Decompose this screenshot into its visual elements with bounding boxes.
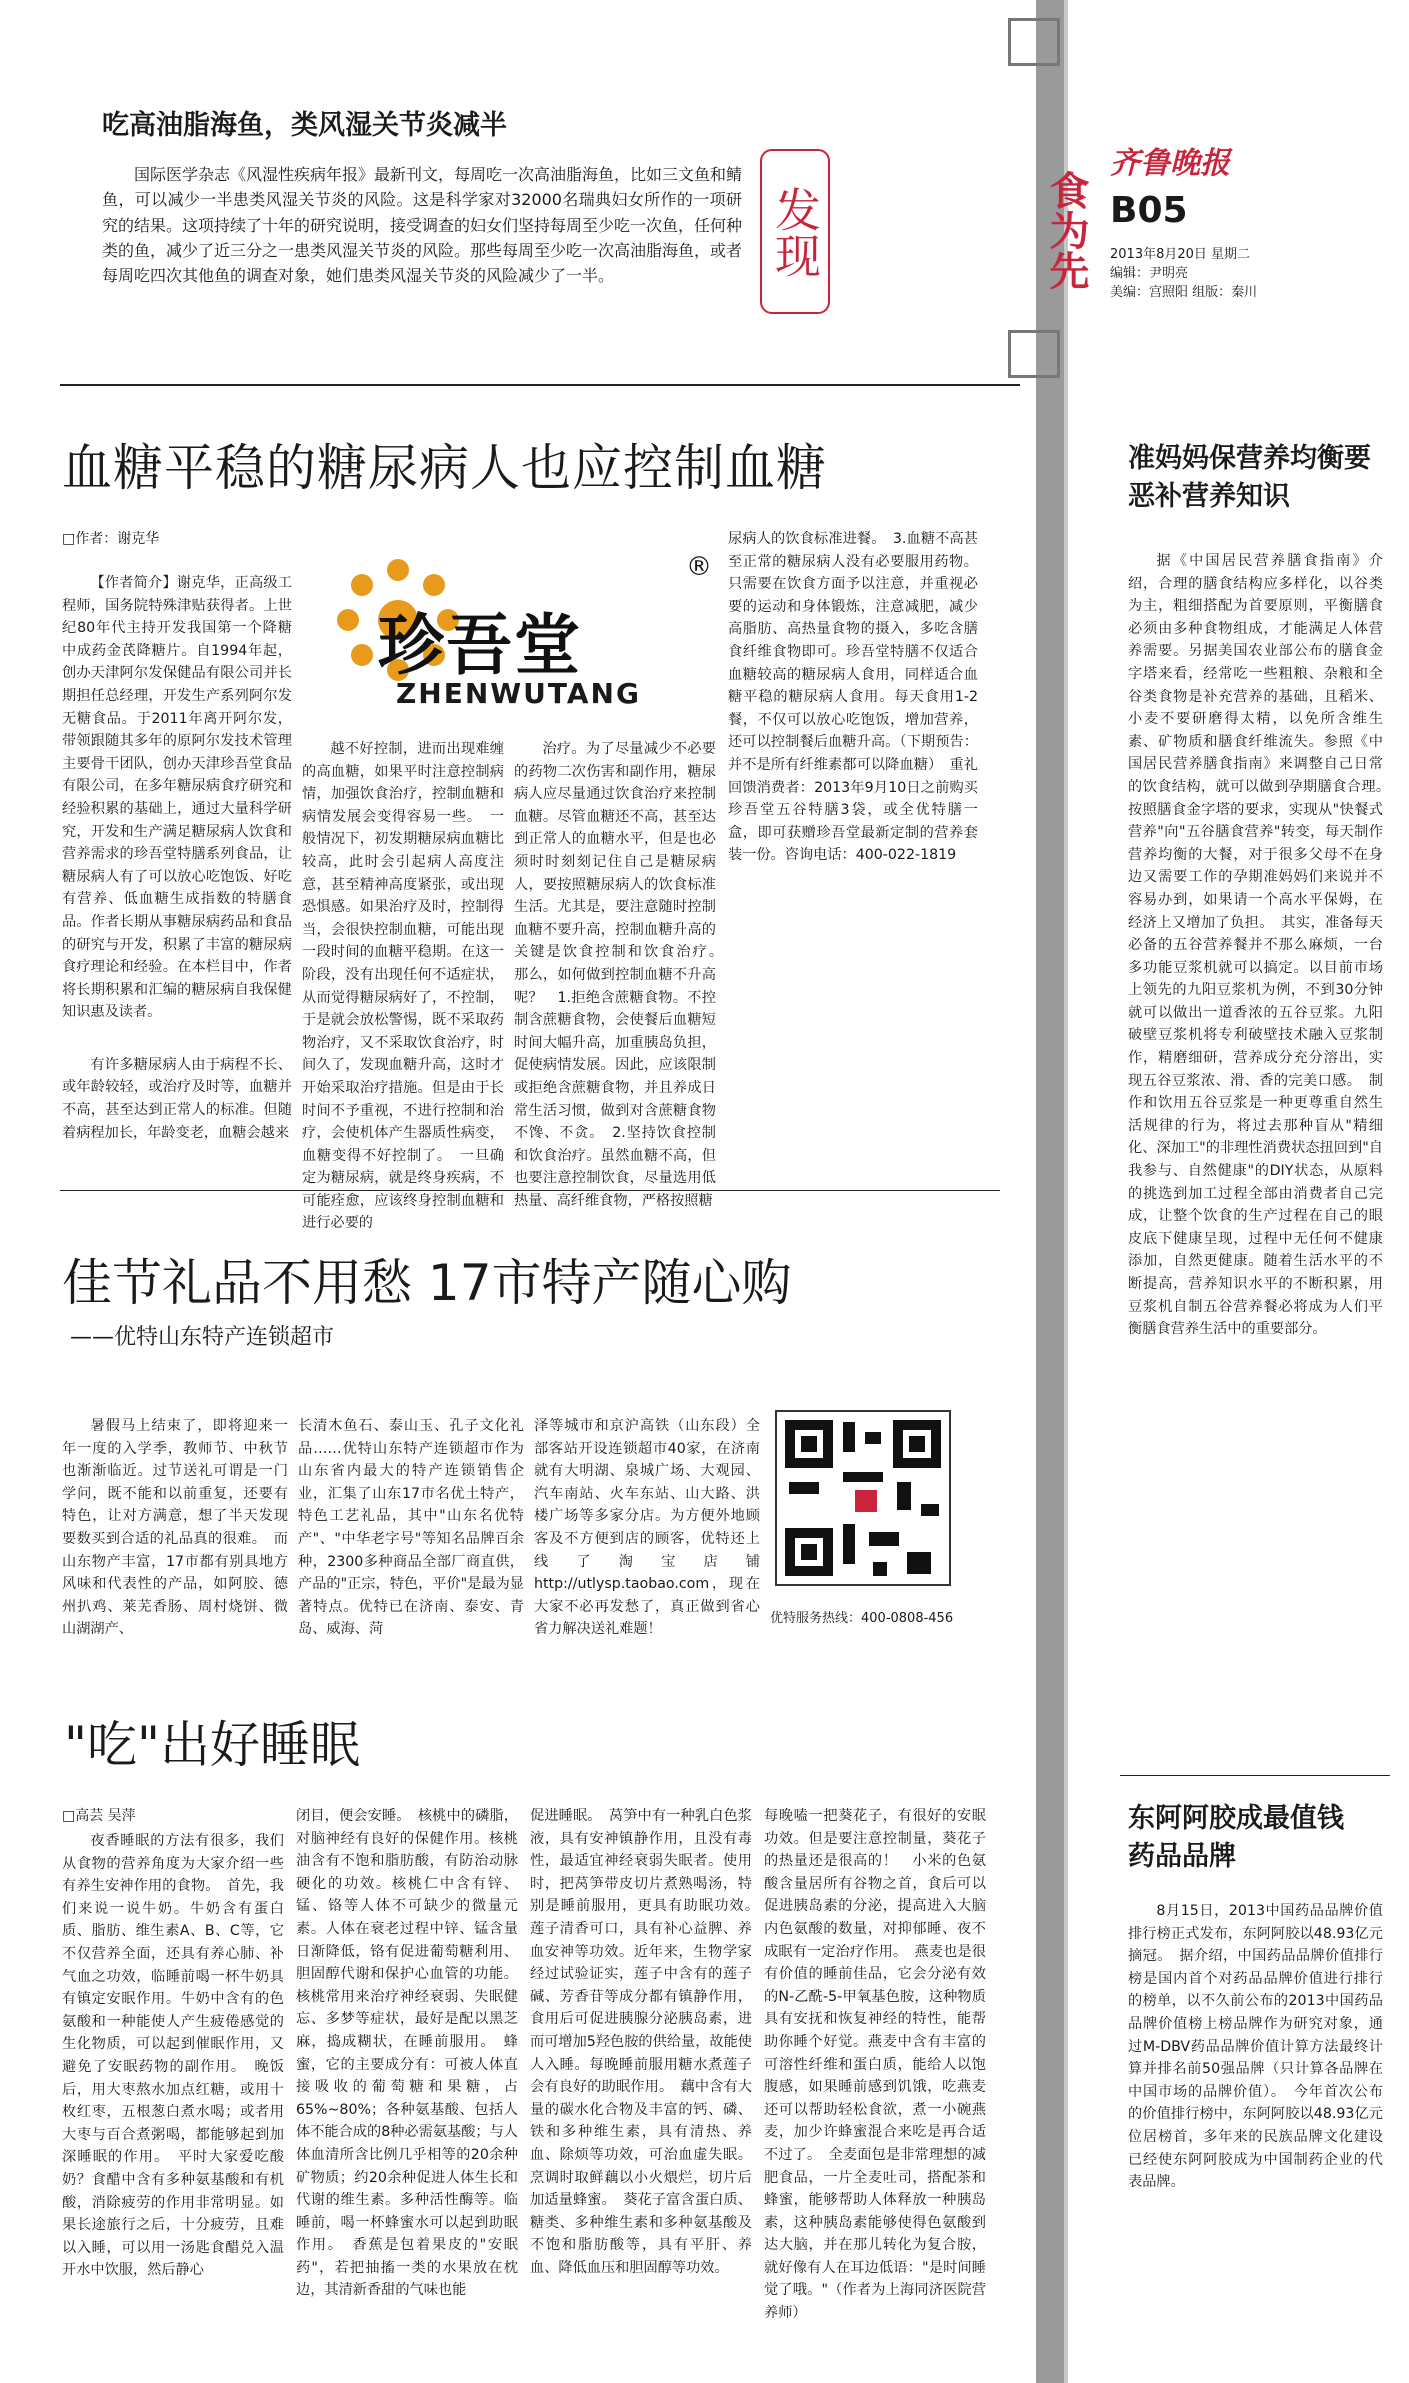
diabetes-col4 xyxy=(728,528,978,1162)
pregnant-text: 据《中国居民营养膳食指南》介绍，合理的膳食结构应多样化，以谷类为主，粗细搭配为首要原则，平衡膳食必须由多种食物组成，才能满足人体营养需要。另据美国农业部公布的膳食金字塔来看，经常吃一些粗粮、杂粮和全谷类食物是补充营养的基础，且稻米、小麦不要研磨得太精，以免所含维生素、矿物质和膳食纤维流失。参照《中国居民营养膳食指南》来调整自己日常的饮食结构，就可以做到孕期膳食合理。 按照膳食金字塔的要求，实现从"快餐式营养"向"五谷膳食营养"转变，每天制作营养均衡的大餐，对于很多父母不在身边又需要工作的孕期准妈妈们来说并不容易办到，如果请一个高水平保姆，在经济上又增加了负担。 其实，准备每天必备的五谷营养餐并不那么麻烦，一台多功能豆浆机就可以搞定。以目前市场上领先的九阳豆浆机为例，不到30分钟就可以做出一道香浓的五谷豆浆。九阳破壁豆浆机将专利破壁技术融入豆浆制作，精磨细研，营养成分充分溶出，实现五谷豆浆浓、滑、香的完美口感。 制作和饮用五谷豆浆是一种更尊重自然生活规律的行为，将过去那种盲从"精细化、深加工"的非理性消费状态扭回到"自我参与、自然健康"的DIY状态，从原料的挑选到加工过程全部由消费者自己完成，让整个饮食的生产过程在自己的眼皮底下健康呈现，过程中无任何不健康添加，自然更健康。随着生活水平的不断提高，营养知识水平的不断积累，用豆浆机自制五谷营养餐必将成为人们平衡膳食营养生活中的重要部分。 xyxy=(1128,553,1398,1338)
ejiao-text: 8月15日，2013中国药品品牌价值排行榜正式发布，东阿阿胶以48.93亿元摘冠。 据介绍，中国药品品牌价值排行榜是国内首个对药品品牌价值进行排行的榜单，以不久前公布的2013中国药品品牌价值榜上榜品牌作为研究对象，通过M-DBV药品品牌价值计算方法最终计算并排名前50强品牌（只计算各品牌在中国市场的品牌价值）。 今年首次公布的价值排行榜中，东阿阿胶以48.93亿元位居榜首，多年来的民族品牌文化建设已经使东阿阿胶成为中国制药企业的代表品牌。 xyxy=(1128,1903,1383,2191)
gift-hotline: 优特服务热线：400-0808-456 xyxy=(770,1611,954,1626)
sleep-col2 xyxy=(296,1805,518,2370)
sleep-col4-text: 每晚嗑一把葵花子，有很好的安眠功效。但是要注意控制量，葵花子的热量还是很高的！ 小米的色氨酸含量居所有谷物之首，食后可以促进胰岛素的分泌，提高进入大脑内色氨酸的数量，对抑郁睡、夜不成眠有一定治疗作用。 燕麦也是很有价值的睡前佳品，它会分泌有效的N-乙酰-5-甲氧基色胺，这种物质具有安抚和恢复神经的特性，能帮助你睡个好觉。燕麦中含有丰富的可溶性纤维和蛋白质，能给人以饱腹感，如果睡前感到饥饿，吃燕麦还可以帮助轻松食欲，煮一小碗燕麦，加少许蜂蜜混合来吃是再合适不过了。 全麦面包是非常理想的减肥食品，一片全麦吐司，搭配茶和蜂蜜，能够帮助人体释放一种胰岛素，这种胰岛素能够使得色氨酸到达大脑，并在那儿转化为复合胺，就好像有人在耳边低语："是时间睡觉了哦。"（作者为上海同济医院营养师） xyxy=(764,1808,986,2322)
diabetes-col3 xyxy=(514,738,731,1209)
gift-col3-text: 泽等城市和京沪高铁（山东段）全部客站开设连锁超市40家，在济南就有大明湖、泉城广场、大观园、汽车南站、火车东站、山大路、洪楼广场等多家分店。为方便外地顾客及不方便到店的顾客，优特还上线了淘宝店铺http://utlysp.taobao.com，现在大家不必再发愁了，真正做到省心省力解决送礼难题！ xyxy=(534,1418,760,1638)
date-line: 2013年8月20日 星期二 xyxy=(1110,247,1251,262)
diabetes-col1 xyxy=(62,572,292,1162)
discovery-tag xyxy=(760,149,830,314)
divider xyxy=(1120,1775,1390,1776)
gift-col1 xyxy=(62,1415,288,1638)
discovery-body xyxy=(102,162,742,352)
decorative-side-strip xyxy=(1064,0,1068,2383)
sleep-col1 xyxy=(62,1830,284,2370)
page-number: B05 xyxy=(1110,190,1188,231)
diabetes-author: □作者：谢克华 xyxy=(62,531,160,547)
ejiao-headline: 东阿阿胶成最值钱药品品牌 xyxy=(1128,1803,1344,1872)
logo-registered: ® xyxy=(686,552,712,582)
sleep-col2-text: 闭目，便会安睡。 核桃中的磷脂，对脑神经有良好的保健作用。核桃油含有不饱和脂肪酸，有防治动脉硬化的功效。核桃仁中含有锌、锰、铬等人体不可缺少的微量元素。人体在衰老过程中锌、锰含量日渐降低，铬有促进葡萄糖利用、胆固醇代谢和保护心血管的功能。核桃常用来治疗神经衰弱、失眠健忘、多梦等症状，最好是配以黑芝麻，捣成糊状，在睡前服用。 蜂蜜，它的主要成分有：可被人体直接吸收的葡萄糖和果糖，占65%~80%；各种氨基酸、包括人体不能合成的8种必需氨基酸；与人体血清所含比例几乎相等的20余种矿物质；约20余种促进人体生长和代谢的维生素。多种活性酶等。临睡前，喝一杯蜂蜜水可以起到助眠作用。 香蕉是包着果皮的"安眠药"，若把抽搐一类的水果放在枕边，其清新香甜的气味也能 xyxy=(296,1808,518,2299)
ejiao-body xyxy=(1128,1900,1383,2370)
sleep-author: □高芸 吴萍 xyxy=(62,1808,136,1824)
border-ornament-top xyxy=(1008,18,1060,66)
discovery-text: 国际医学杂志《风湿性疾病年报》最新刊文，每周吃一次高油脂海鱼，比如三文鱼和鲭鱼，可以减少一半患类风湿关节炎的风险。这是科学家对32000名瑞典妇女所作的一项研究的结果。这项持续了十年的研究说明，接受调查的妇女们坚持每周至少吃一次鱼，任何种类的鱼，减少了近三分之一患类风湿关节炎的风险。那些每周至少吃一次高油脂海鱼，或者每周吃四次其他鱼的调查对象，她们患类风湿关节炎的风险减少了一半。 xyxy=(102,165,743,286)
discovery-headline: 吃高油脂海鱼，类风湿关节炎减半 xyxy=(102,110,507,141)
sleep-col3-text: 促进睡眠。 莴笋中有一种乳白色浆液，具有安神镇静作用，且没有毒性，最适宜神经衰弱失眠者。使用时，把莴笋带皮切片煮熟喝汤，特别是睡前服用，更具有助眠功效。 莲子清香可口，具有补心益脾、养血安神等功效。近年来，生物学家经过试验证实，莲子中含有的莲子碱、芳香苷等成分都有镇静作用，食用后可促进胰腺分泌胰岛素，进而可增加5羟色胺的供给量，故能使人入睡。每晚睡前服用糖水煮莲子会有良好的助眠作用。 藕中含有大量的碳水化合物及丰富的钙、磷、铁和多种维生素，具有清热、养血、除烦等功效，可治血虚失眠。烹调时取鲜藕以小火煨烂，切片后加适量蜂蜜。 葵花子富含蛋白质、糖类、多种维生素和多种氨基酸及不饱和脂肪酸等，具有平肝、养血、降低血压和胆固醇等功效。 xyxy=(530,1808,767,2276)
gift-subhead: ——优特山东特产连锁超市 xyxy=(70,1325,335,1350)
pregnant-body xyxy=(1128,550,1398,1710)
gift-col2 xyxy=(298,1415,524,1638)
zhenwutang-logo xyxy=(318,540,718,725)
diabetes-col2 xyxy=(302,738,504,1232)
diabetes-col2-text: 越不好控制，进而出现难缠的高血糖，如果平时注意控制病情，加强饮食治疗，控制血糖和病情发展会变得容易一些。 一般情况下，初发期糖尿病血糖比较高，此时会引起病人高度注意，甚至精神高度紧张，或出现恐惧感。如果治疗及时，控制得当，会很快控制血糖，可能出现一段时间的血糖平稳期。在这一阶段，没有出现任何不适症状，从而觉得糖尿病好了，不控制，于是就会放松警惕，既不采取药物治疗，又不采取饮食治疗，时间久了，发现血糖升高，这时才开始采取治疗措施。但是由于长时间不予重视，不进行控制和治疗，会使机体产生器质性病变，血糖变得不好控制了。 一旦确定为糖尿病，就是终身疾病，不可能痊愈，应该终身控制血糖和进行必要的 xyxy=(302,741,504,1232)
editor-line: 编辑：尹明亮 xyxy=(1110,266,1189,281)
gift-col2-text: 长清木鱼石、泰山玉、孔子文化礼品……优特山东特产连锁超市作为山东省内最大的特产连锁销售企业，汇集了山东17市名优土特产，特色工艺礼品，其中"山东名优特产"、"中华老字号"等知名品牌百余种，2300多种商品全部厂商直供，产品的"正宗，特色，平价"是最为显著特点。优特已在济南、泰安、青岛、威海、菏 xyxy=(298,1418,524,1638)
gift-col1-text: 暑假马上结束了，即将迎来一年一度的入学季，教师节、中秋节也渐渐临近。过节送礼可谓是一门学问，既不能和以前重复，还要有特色，让对方满意，想了半天发现要数买到合适的礼品真的很难。 而山东物产丰富，17市都有别具地方风味和代表性的产品，如阿胶、德州扒鸡、莱芜香肠、周村烧饼、微山湖湖产、 xyxy=(62,1418,288,1638)
pregnant-headline: 准妈妈保营养均衡要恶补营养知识 xyxy=(1128,443,1371,512)
diabetes-headline: 血糖平稳的糖尿病人也应控制血糖 xyxy=(62,439,827,497)
section-title: 食为先 xyxy=(1043,170,1089,290)
diabetes-col1-continued: 有许多糖尿病人由于病程不长、或年龄较轻，或治疗及时等，血糖并不高，甚至达到正常人的标准。但随着病程加长，年龄变老，血糖会越来 xyxy=(62,1056,292,1141)
logo-en: ZHENWUTANG xyxy=(396,677,641,710)
border-ornament-bottom xyxy=(1008,330,1060,378)
sleep-headline: "吃"出好睡眠 xyxy=(64,1716,360,1774)
sleep-col4 xyxy=(764,1805,986,2370)
divider xyxy=(60,384,1020,386)
author-bio: 【作者简介】谢克华，正高级工程师，国务院特殊津贴获得者。上世纪80年代主持开发我国第一个降糖中成药金芪降糖片。自1994年起，创办天津阿尔发保健品有限公司并长期担任总经理，开发生产系列阿尔发无糖食品。于2011年离开阿尔发，带领跟随其多年的原阿尔发技术管理主要骨干团队，创办天津珍吾堂食品有限公司，在多年糖尿病食疗研究和经验积累的基础上，通过大量科学研究，开发和生产满足糖尿病人饮食和营养需求的珍吾堂特膳系列食品，让糖尿病人有了可以放心吃饱饭、好吃有营养、低血糖生成指数的特膳食品。作者长期从事糖尿病药品和食品的研究与开发，积累了丰富的糖尿病食疗理论和经验。在本栏目中，作者将长期积累和汇编的糖尿病自我保健知识惠及读者。 xyxy=(62,575,292,1021)
divider xyxy=(60,1190,1000,1191)
gift-headline: 佳节礼品不用愁 17市特产随心购 xyxy=(62,1254,792,1312)
diabetes-col3-text: 治疗。为了尽量减少不必要的药物二次伤害和副作用，糖尿病人应尽量通过饮食治疗来控制血糖。尽管血糖还不高，甚至达到正常人的血糖水平，但是也必须时时刻刻记住自己是糖尿病人，要按照糖尿病人的饮食标准生活。尤其是，要注意随时控制血糖不要升高，控制血糖升高的关键是饮食控制和饮食治疗。 那么，如何做到控制血糖不升高呢？ 1.拒绝含蔗糖食物。不控制含蔗糖食物，会使餐后血糖短时间大幅升高，加重胰岛负担，促使病情发展。因此，应该限制或拒绝含蔗糖食物，并且养成日常生活习惯，做到对含蔗糖食物不馋、不贪。 2.坚持饮食控制和饮食治疗。虽然血糖不高，但也要注意控制饮食，尽量选用低热量、高纤维食物，严格按照糖 xyxy=(514,741,731,1209)
qr-code[interactable] xyxy=(775,1410,951,1586)
logo-cn: 珍吾堂 xyxy=(378,607,582,684)
paper-logo: 齐鲁晚报 xyxy=(1110,146,1230,181)
discovery-tag-text: 发现 xyxy=(768,186,822,278)
design-line: 美编：宫照阳 组版：秦川 xyxy=(1110,285,1258,300)
gift-col3 xyxy=(534,1415,760,1638)
diabetes-col4-text: 尿病人的饮食标准进餐。 3.血糖不高甚至正常的糖尿病人没有必要服用药物。只需要在饮食方面予以注意，并重视必要的运动和身体锻炼，注意减肥，减少高脂肪、高热量食物的摄入，多吃含膳食纤维食物即可。珍吾堂特膳不仅适合血糖较高的糖尿病人食用，同样适合血糖平稳的糖尿病人食用。每天食用1-2餐，不仅可以放心吃饱饭，增加营养，还可以控制餐后血糖升高。（下期预告：并不是所有纤维素都可以降血糖） 重礼回馈消费者：2013年9月10日之前购买珍吾堂五谷特膳3袋，或全优特膳一盒，即可获赠珍吾堂最新定制的营养套装一份。咨询电话：400-022-1819 xyxy=(728,531,978,864)
sleep-col1-text: 夜香睡眠的方法有很多，我们从食物的营养角度为大家介绍一些有养生安神作用的食物。 首先，我们来说一说牛奶。牛奶含有蛋白质、脂肪、维生素A、B、C等，它不仅营养全面，还具有养心肺、补气血之功效，临睡前喝一杯牛奶具有镇定安眠作用。牛奶中含有的色氨酸和一种能使人产生疲倦感觉的生化物质，可以起到催眠作用，又避免了安眠药物的副作用。 晚饭后，用大枣熬水加点红糖，或用十枚红枣，五根葱白煮水喝；或者用大枣与百合煮粥喝，都能够起到加深睡眠的作用。 平时大家爱吃酸奶？食醋中含有多种氨基酸和有机酸，消除疲劳的作用非常明显。如果长途旅行之后，十分疲劳，且难以入睡，可以用一汤匙食醋兑入温开水中饮服，然后静心 xyxy=(62,1833,284,2279)
sleep-col3 xyxy=(530,1805,767,2370)
